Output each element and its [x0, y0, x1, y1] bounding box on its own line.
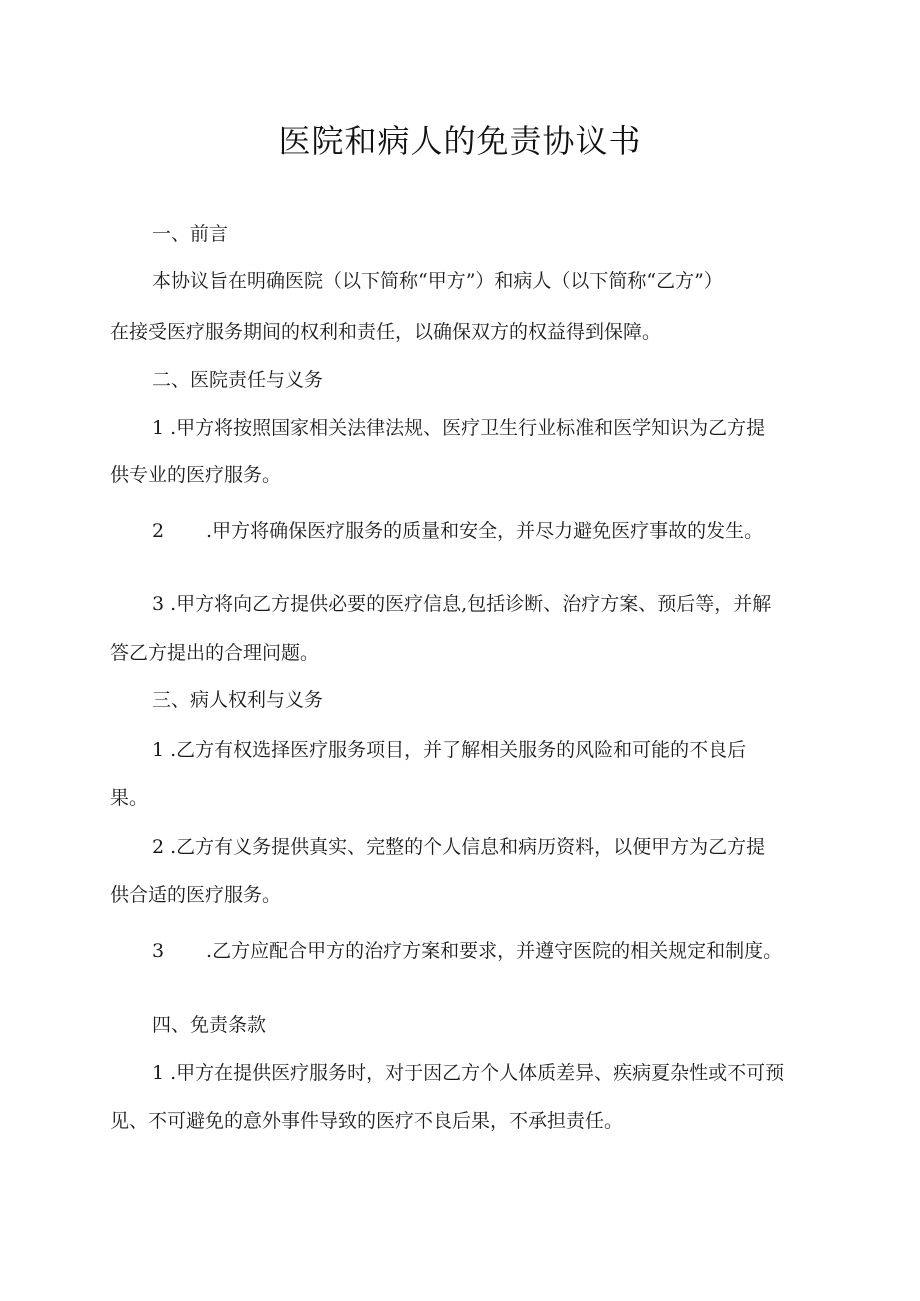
hospital-item1-line2: 供专业的医疗服务。	[110, 464, 282, 486]
hospital-item2	[152, 518, 763, 544]
patient-item1-line2: 果。	[110, 787, 149, 809]
item-text: .乙方应配合甲方的治疗方案和要求，并遵守医院的相关规定和制度。	[206, 940, 783, 962]
section-heading-hospital: 二、医院责任与义务	[152, 369, 324, 391]
hospital-item3-line2: 答乙方提出的合理问题。	[110, 642, 320, 664]
item-text: .乙方有权选择医疗服务项目，并了解相关服务的风险和可能的不良后	[170, 739, 747, 761]
item-text: .甲方将确保医疗服务的质量和安全，并尽力避免医疗事故的发生。	[206, 520, 764, 542]
item-number: 1	[152, 739, 165, 761]
item-number: 1	[152, 417, 165, 439]
patient-item1-line1	[152, 737, 746, 763]
patient-item3	[152, 938, 782, 964]
exemption-item1-line1	[152, 1060, 784, 1086]
hospital-item1-line1	[152, 415, 765, 441]
preface-paragraph-line1: 本协议旨在明确医院（以下简称“甲方”）和病人（以下简称“乙方”）	[152, 270, 723, 292]
item-text: .甲方将按照国家相关法律法规、医疗卫生行业标准和医学知识为乙方提	[170, 417, 766, 439]
item-number: 3	[152, 593, 165, 615]
document-title: 医院和病人的免责协议书	[278, 122, 642, 160]
section-heading-preface: 一、前言	[152, 223, 229, 245]
item-number: 1	[152, 1062, 165, 1084]
patient-item2-line2: 供合适的医疗服务。	[110, 884, 282, 906]
section-heading-exemption: 四、免责条款	[152, 1014, 267, 1036]
preface-paragraph-line2: 在接受医疗服务期间的权利和责任，以确保双方的权益得到保障。	[110, 321, 662, 343]
item-number: 2	[152, 520, 165, 542]
section-heading-patient: 三、病人权利与义务	[152, 689, 324, 711]
patient-item2-line1	[152, 834, 765, 860]
item-text: .甲方将向乙方提供必要的医疗信息,包括诊断、治疗方案、预后等，并解	[170, 593, 772, 615]
hospital-item3-line1	[152, 591, 771, 617]
item-text: .甲方在提供医疗服务时，对于因乙方个人体质差异、疾病夏杂性或不可预	[170, 1062, 785, 1084]
item-text: .乙方有义务提供真实、完整的个人信息和病历资料，以便甲方为乙方提	[170, 836, 766, 858]
item-number: 3	[152, 940, 165, 962]
exemption-item1-line2: 见、不可避免的意外事件导致的医疗不良后果，不承担责任。	[110, 1110, 624, 1132]
item-number: 2	[152, 836, 165, 858]
